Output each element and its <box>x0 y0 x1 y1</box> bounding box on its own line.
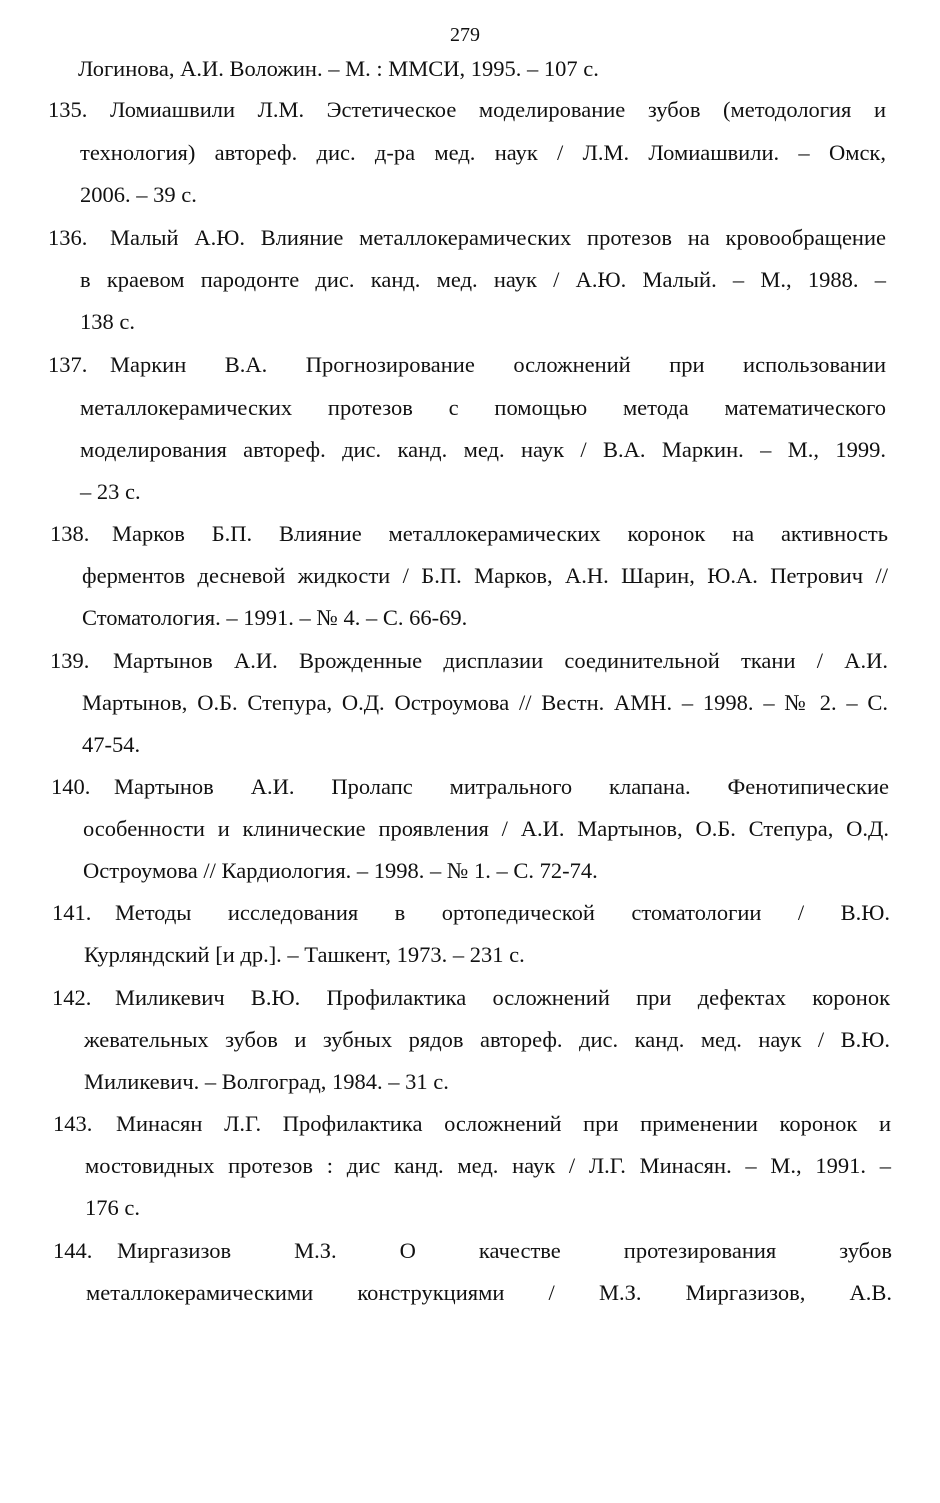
reference-line: Остроумова // Кардиология. – 1998. – № 1. – С. 72-74. <box>83 858 598 883</box>
reference-number: 135. <box>48 97 88 122</box>
reference-line: моделирования автореф. дис. канд. мед. наук / В.А. Маркин. – М., 1999. <box>80 437 886 462</box>
reference-number: 136. <box>48 225 88 250</box>
reference-line: мостовидных протезов : дис канд. мед. наук / Л.Г. Минасян. – М., 1991. – <box>85 1153 891 1178</box>
reference-line: 2006. – 39 с. <box>80 182 197 207</box>
reference-number: 141. <box>52 900 92 925</box>
reference-line: ферментов десневой жидкости / Б.П. Марков, А.Н. Шарин, Ю.А. Петрович // <box>82 563 888 588</box>
reference-number: 142. <box>52 985 92 1010</box>
reference-line: Мартынов А.И. Пролапс митрального клапана. Фенотипические <box>114 774 889 799</box>
reference-line: жевательных зубов и зубных рядов автореф. дис. канд. мед. наук / В.Ю. <box>84 1027 890 1052</box>
reference-line: технология) автореф. дис. д-ра мед. наук / Л.М. Ломиашвили. – Омск, <box>80 140 886 165</box>
reference-number: 143. <box>53 1111 93 1136</box>
reference-line: 176 с. <box>85 1195 140 1220</box>
reference-line: Курляндский [и др.]. – Ташкент, 1973. – 231 с. <box>84 942 525 967</box>
reference-number: 138. <box>50 521 90 546</box>
reference-line: металлокерамических протезов с помощью метода математического <box>80 395 886 420</box>
reference-line: Мартынов, О.Б. Степура, О.Д. Остроумова // Вестн. АМН. – 1998. – № 2. – С. <box>82 690 888 715</box>
reference-line: – 23 с. <box>80 479 141 504</box>
reference-line: Миликевич. – Волгоград, 1984. – 31 с. <box>84 1069 449 1094</box>
reference-number: 139. <box>50 648 90 673</box>
reference-line: Ломиашвили Л.М. Эстетическое моделирование зубов (методология и <box>110 97 886 122</box>
reference-line: Миликевич В.Ю. Профилактика осложнений при дефектах коронок <box>115 985 890 1010</box>
reference-line: 47-54. <box>82 732 141 757</box>
reference-number: 144. <box>53 1238 93 1263</box>
reference-line: в краевом пародонте дис. канд. мед. наук / А.Ю. Малый. – М., 1988. – <box>80 267 886 292</box>
reference-line: особенности и клинические проявления / А.И. Мартынов, О.Б. Степура, О.Д. <box>83 816 889 841</box>
reference-number: 140. <box>51 774 91 799</box>
reference-line: Малый А.Ю. Влияние металлокерамических протезов на кровообращение <box>110 225 886 250</box>
reference-line: Стоматология. – 1991. – № 4. – С. 66-69. <box>82 605 468 630</box>
reference-line: 138 с. <box>80 309 135 334</box>
reference-line: Методы исследования в ортопедической стоматологии / В.Ю. <box>115 900 890 925</box>
reference-line: металлокерамическими конструкциями / М.З. Миргазизов, А.В. <box>86 1280 892 1305</box>
reference-number: 137. <box>48 352 88 377</box>
reference-line: Миргазизов М.З. О качестве протезирования зубов <box>117 1238 892 1263</box>
reference-line: Мартынов А.И. Врожденные дисплазии соединительной ткани / А.И. <box>113 648 888 673</box>
reference-line: Минасян Л.Г. Профилактика осложнений при применении коронок и <box>116 1111 891 1136</box>
reference-line: Маркин В.А. Прогнозирование осложнений при использовании <box>110 352 886 377</box>
reference-line: Логинова, А.И. Воложин. – М. : ММСИ, 1995. – 107 с. <box>78 56 599 81</box>
reference-line: Марков Б.П. Влияние металлокерамических коронок на активность <box>112 521 888 546</box>
page-number: 279 <box>450 24 480 46</box>
